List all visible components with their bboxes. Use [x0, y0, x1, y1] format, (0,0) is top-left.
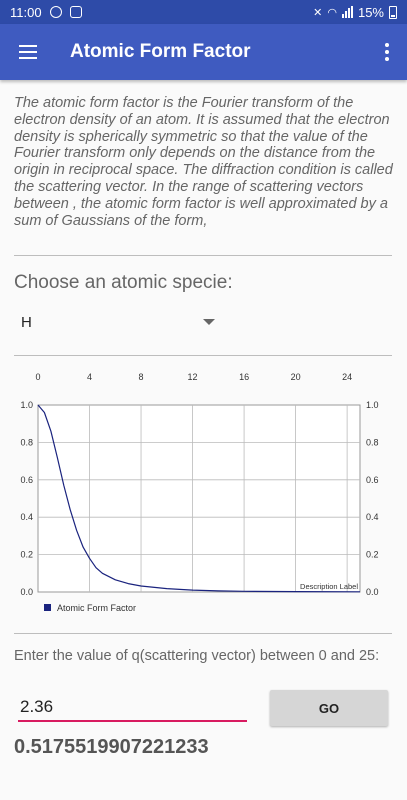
status-time: 11:00 [10, 4, 42, 20]
result-value: 0.5175519907221233 [14, 736, 209, 758]
species-spinner[interactable] [14, 305, 224, 339]
legend-swatch [44, 604, 51, 611]
divider [14, 633, 392, 634]
battery-icon [389, 6, 397, 19]
y-tick-label-right: 0.0 [366, 587, 379, 597]
x-tick-label: 8 [138, 372, 144, 382]
choose-species-label: Choose an atomic specie: [14, 272, 233, 293]
q-input[interactable] [18, 694, 247, 722]
legend-label: Atomic Form Factor [57, 603, 137, 613]
app-bar [0, 24, 407, 80]
y-tick-label-right: 0.8 [366, 437, 379, 448]
y-tick-label-left: 0.4 [20, 512, 33, 523]
divider [14, 355, 392, 356]
go-button[interactable]: GO [270, 690, 388, 726]
x-tick-label: 20 [290, 372, 301, 382]
instagram-icon [50, 6, 62, 18]
signal-icon [342, 6, 353, 18]
plot-area [38, 405, 360, 592]
y-tick-label-left: 0.8 [20, 437, 33, 448]
q-prompt-label: Enter the value of q(scattering vector) between 0 and 25: [14, 648, 380, 664]
form-factor-chart [14, 365, 392, 625]
status-bar [0, 0, 407, 24]
y-tick-label-right: 0.6 [366, 474, 379, 485]
overflow-menu-icon[interactable] [367, 24, 407, 80]
x-tick-label: 24 [342, 372, 353, 382]
y-tick-label-right: 1.0 [366, 400, 379, 410]
dropdown-arrow-icon [203, 319, 215, 325]
battery-text: 15% [357, 4, 384, 20]
y-tick-label-left: 0.2 [20, 549, 33, 560]
species-spinner-value: H [21, 313, 32, 331]
description-text: The atomic form factor is the Fourier transform of the electron density of an atom. It is assumed that the electron density is spherically symmetric so that the value of the Fourier transform only depends on the distance from the origin in reciprocal space. The diffraction condition is called the scattering vector. In the range of scattering vectors between , the atomic form factor is well approximated by a sum of Gaussians of the form, [14, 95, 393, 229]
description-label: Description Label [300, 582, 358, 591]
y-tick-label-left: 1.0 [20, 400, 33, 410]
menu-icon[interactable] [0, 24, 56, 80]
mute-icon: ✕ [313, 6, 323, 19]
y-tick-label-left: 0.0 [20, 587, 33, 597]
x-tick-label: 12 [187, 372, 198, 382]
y-tick-label-left: 0.6 [20, 474, 33, 485]
gallery-icon [70, 6, 82, 18]
wifi-icon: ◠ [327, 6, 337, 19]
divider [14, 255, 392, 256]
y-tick-label-right: 0.2 [366, 549, 379, 560]
x-tick-label: 16 [239, 372, 250, 382]
x-tick-label: 0 [35, 372, 41, 382]
y-tick-label-right: 0.4 [366, 512, 379, 523]
app-title: Atomic Form Factor [70, 41, 251, 62]
x-tick-label: 4 [87, 372, 93, 382]
